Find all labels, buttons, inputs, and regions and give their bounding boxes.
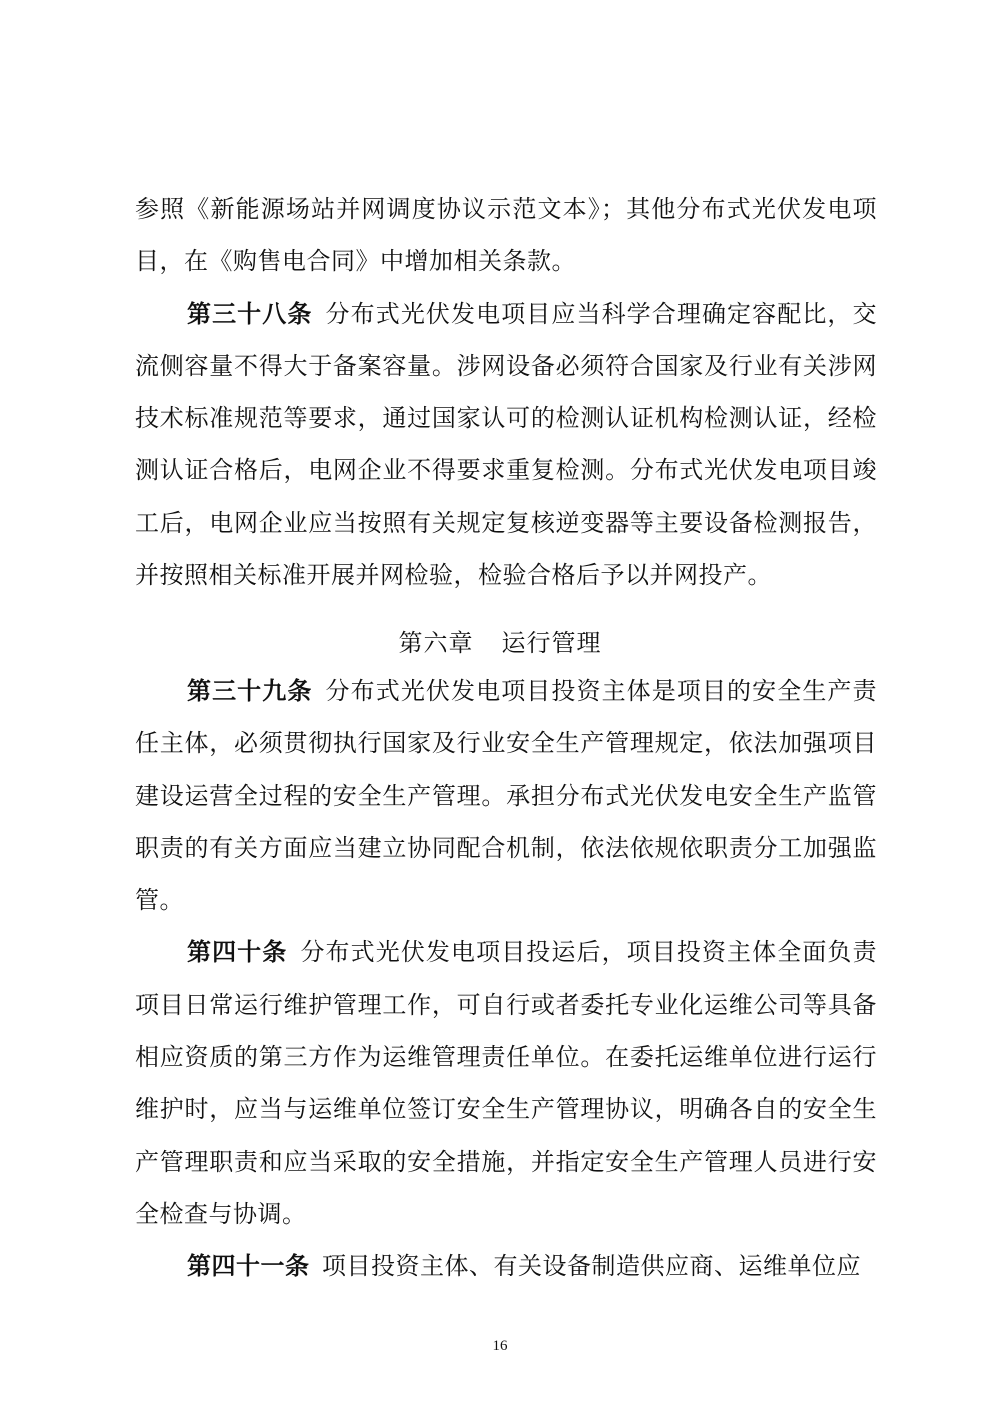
article-41-number: 第四十一条 [187, 1251, 310, 1281]
article-38-number: 第三十八条 [187, 298, 313, 328]
article-39-number: 第三十九条 [187, 676, 313, 705]
page-number: 16 [492, 1338, 508, 1354]
text-block-upper [135, 183, 877, 601]
article-40 [135, 926, 877, 1240]
article-41-text: 项目投资主体、有关设备制造供应商、运维单位应 [322, 1252, 861, 1281]
chapter-number: 第六章 [398, 629, 474, 657]
article-39-text: 分布式光伏发电项目投资主体是项目的安全生产责任主体，必须贯彻执行国家及行业安全生产管理规定，依法加强项目建设运营全过程的安全生产管理。承担分布式光伏发电安全生产监管职责的有关方面应当建立协同配合机制，依法依规依职责分工加强监管。 [135, 677, 878, 915]
continuation-text: 参照《新能源场站并网调度协议示范文本》；其他分布式光伏发电项目，在《购售电合同》中增加相关条款。 [135, 195, 877, 276]
article-40-text: 分布式光伏发电项目投运后，项目投资主体全面负责项目日常运行维护管理工作，可自行或者委托专业化运维公司等具备相应资质的第三方作为运维管理责任单位。在委托运维单位进行运行维护时，应当与运维单位签订安全生产管理协议，明确各自的安全生产管理职责和应当采取的安全措施，并指定安全生产管理人员进行安全检查与协调。 [135, 938, 878, 1228]
article-38 [135, 288, 877, 602]
chapter-title: 运行管理 [501, 629, 602, 657]
article-38-text: 分布式光伏发电项目应当科学合理确定容配比，交流侧容量不得大于备案容量。涉网设备必须符合国家及行业有关涉网技术标准规范等要求，通过国家认可的检测认证机构检测认证，经检测认证合格后，电网企业不得要求重复检测。分布式光伏发电项目竣工后，电网企业应当按照有关规定复核逆变器等主要设备检测报告，并按照相关标准开展并网检验，检验合格后予以并网投产。 [135, 299, 878, 590]
article-40-number: 第四十条 [187, 937, 288, 967]
article-41 [135, 1240, 877, 1292]
article-39 [135, 665, 877, 926]
text-block-lower [135, 665, 877, 1293]
chapter-heading [0, 621, 1000, 665]
continuation-paragraph [135, 183, 877, 288]
